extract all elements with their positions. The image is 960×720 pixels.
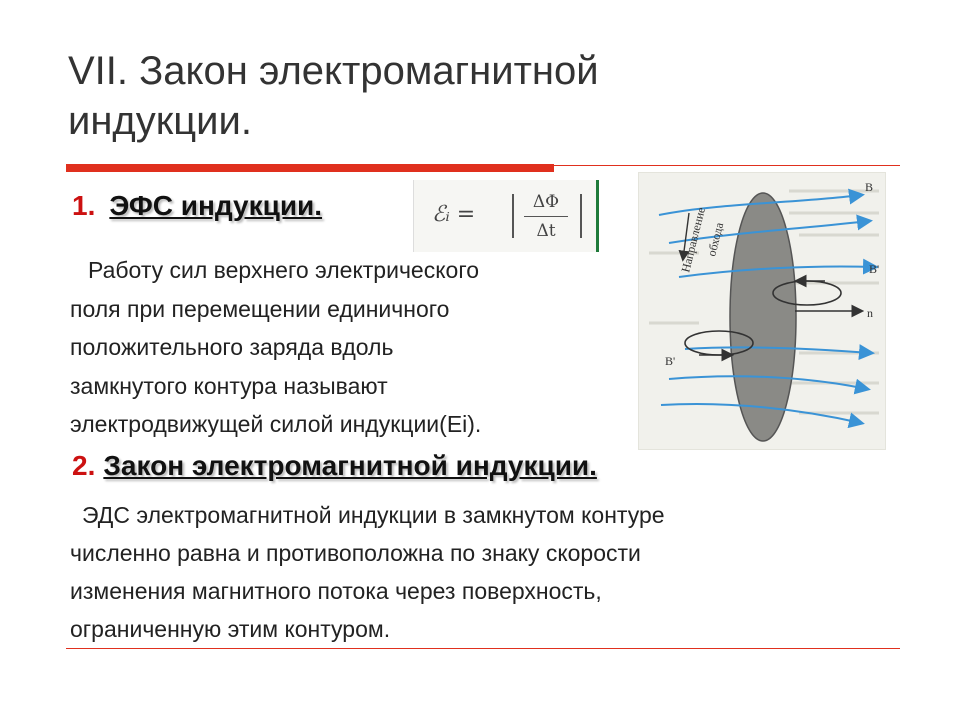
section-1-line: Работу сил верхнего электрического (88, 257, 480, 283)
bottom-divider (66, 648, 900, 649)
section-2-text (70, 496, 900, 648)
direction-label-line-1: Направление (678, 205, 709, 274)
section-1-line: электродвижущей силой индукции(Ei). (70, 411, 482, 437)
induction-diagram (638, 172, 886, 450)
section-2-line: численно равна и противоположна по знаку скорости (70, 540, 641, 566)
section-1-heading (72, 190, 322, 222)
formula-abs-bar-right (580, 194, 582, 238)
slide-title (68, 46, 888, 146)
section-2-line: ограниченную этим контуром. (70, 616, 391, 642)
formula-fraction (524, 192, 568, 241)
section-2-line: изменения магнитного потока через поверхность, (70, 578, 602, 604)
section-1-title: ЭФС индукции. (109, 190, 323, 221)
section-1-text (70, 251, 630, 444)
section-2-line: ЭДС электромагнитной индукции в замкнутом контуре (82, 502, 665, 528)
formula-lhs: ℰᵢ = (432, 202, 476, 227)
formula-fraction-line (524, 216, 568, 217)
section-2-heading (72, 450, 597, 482)
section-2-number: 2. (72, 450, 96, 481)
direction-label-line-2: обхода (704, 221, 727, 258)
slide-title-line-1: VII. Закон электромагнитной (68, 49, 599, 93)
induction-diagram-svg (639, 173, 886, 450)
section-1-line: замкнутого контура называют (70, 372, 388, 399)
label-n: n (867, 306, 873, 320)
section-2-title: Закон электромагнитной индукции. (103, 450, 597, 481)
label-b-top: B (865, 180, 874, 194)
title-underline-thick (66, 164, 554, 172)
title-underline-thin (554, 165, 900, 166)
section-1-line: положительного заряда вдоль (70, 334, 394, 360)
section-1-number: 1. (72, 190, 96, 221)
emf-formula (413, 180, 599, 252)
formula-numerator: ΔΦ (532, 192, 560, 212)
formula-abs-bar-left (512, 194, 514, 238)
slide-title-line-2: индукции. (68, 99, 252, 143)
formula-denominator: Δt (536, 221, 556, 241)
section-1-line: поля при перемещении единичного (70, 295, 450, 322)
label-b-mid: B' (869, 262, 880, 276)
label-b-left: B' (665, 354, 676, 368)
